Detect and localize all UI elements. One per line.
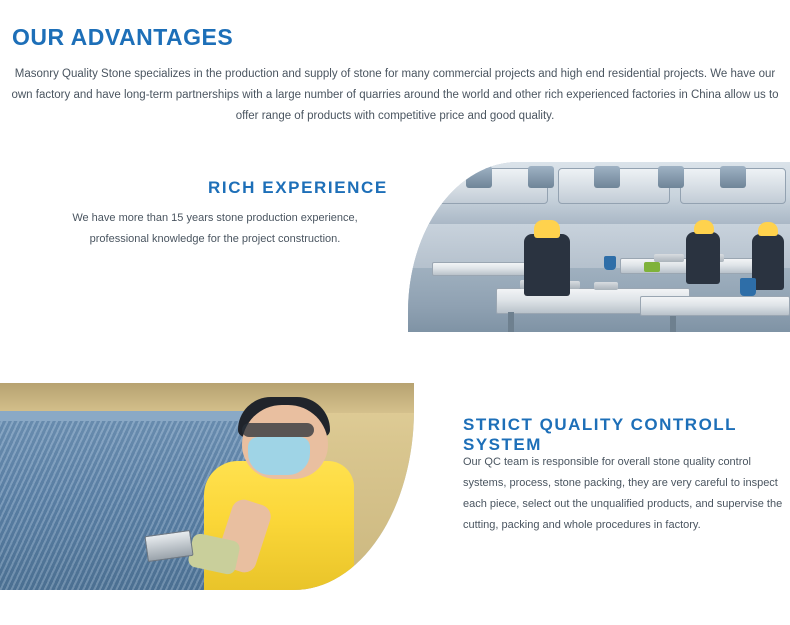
safety-helmet: [534, 220, 560, 238]
stone-sample: [654, 254, 684, 262]
ventilation-hood: [466, 166, 492, 188]
intro-paragraph: Masonry Quality Stone specializes in the production and supply of stone for many commercial projects and high end residential projects. We have our own factory and have long-term partnerships with a large number of quarries around the world and other rich experienced factories in China allow us to offer range of products with competitive price and good quality.: [11, 68, 779, 122]
work-table: [640, 296, 790, 316]
stone-sample: [594, 282, 618, 290]
slab-top-edge: [0, 411, 262, 421]
face-mask: [248, 437, 310, 475]
bucket: [604, 256, 616, 270]
ventilation-hood: [658, 166, 684, 188]
supply-box: [644, 262, 660, 272]
safety-helmet: [694, 220, 714, 234]
warehouse-roof: [0, 383, 414, 413]
page-title: OUR ADVANTAGES: [12, 24, 234, 50]
section-body-rich-experience: We have more than 15 years stone production experience, professional knowledge for the project construction.: [72, 212, 358, 245]
section-body-quality-control: Our QC team is responsible for overall stone quality control systems, process, stone packing, they are very careful to inspect each piece, select out the unqualified products, and supervise the cutting, packing and whole procedures in factory.: [463, 456, 783, 531]
worker: [752, 234, 784, 290]
ventilation-hood: [528, 166, 554, 188]
photo-factory-inspection: [408, 162, 790, 332]
photo-stone-inspection: [0, 383, 414, 590]
section-title-quality-control: STRICT QUALITY CONTROLL SYSTEM: [463, 415, 737, 454]
section-title-rich-experience: RICH EXPERIENCE: [208, 178, 388, 197]
worker: [686, 232, 720, 284]
safety-glasses: [242, 423, 314, 437]
table-leg: [508, 312, 514, 332]
ventilation-hood: [720, 166, 746, 188]
bucket: [740, 278, 756, 296]
ventilation-hood: [594, 166, 620, 188]
worker: [524, 234, 570, 296]
safety-helmet: [758, 222, 778, 236]
